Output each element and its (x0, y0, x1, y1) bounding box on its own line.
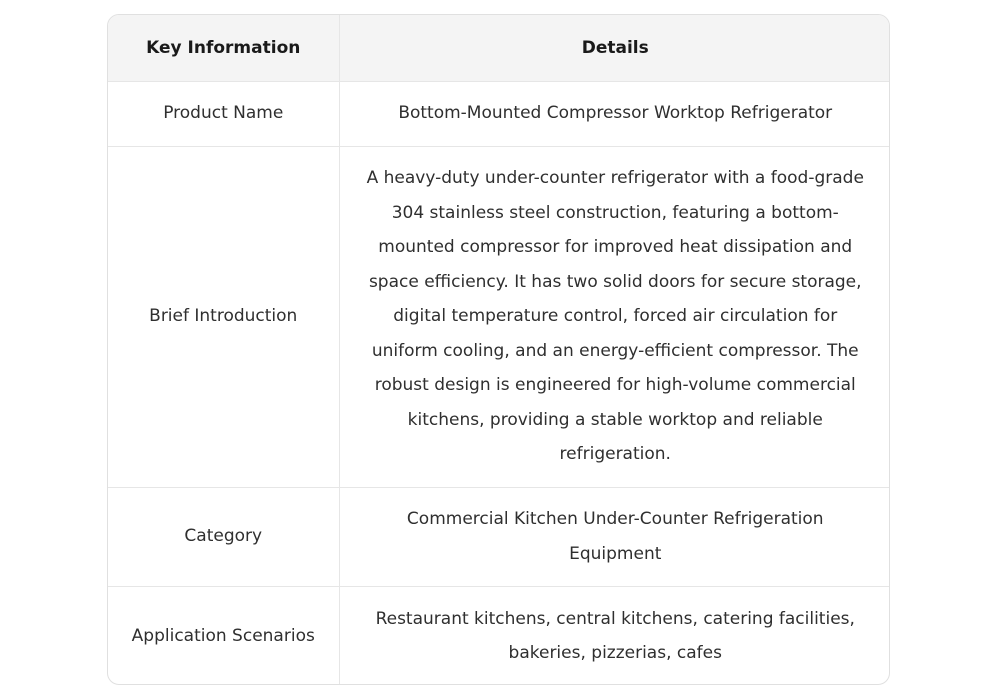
row-label-brief-introduction: Brief Introduction (108, 146, 339, 487)
table-row (108, 487, 890, 586)
row-value-application-scenarios: Restaurant kitchens, central kitchens, catering facilities, bakeries, pizzerias, cafes (339, 586, 890, 685)
table-row (108, 146, 890, 487)
header-row (108, 15, 890, 81)
row-label-application-scenarios: Application Scenarios (131, 626, 315, 646)
product-info-table (108, 15, 890, 685)
header-key-information: Key Information (108, 15, 339, 81)
row-value-product-name: Bottom-Mounted Compressor Worktop Refrigerator (339, 81, 890, 146)
header-details: Details (339, 15, 890, 81)
table-body (108, 81, 890, 685)
table-row (108, 81, 890, 146)
row-value-brief-introduction: A heavy-duty under-counter refrigerator with a food-grade 304 stainless steel construction, featuring a bottom-mounted compressor for improved heat dissipation and space efficiency. It has two solid doors for secure storage, digital temperature control, forced air circulation for uniform cooling, and an energy-efficient compressor. The robust design is engineered for high-volume commercial kitchens, providing a stable worktop and reliable refrigeration. (339, 146, 890, 487)
table-row (108, 586, 890, 685)
row-label-category: Category (108, 487, 339, 586)
info-table-card (107, 14, 890, 685)
table-header (108, 15, 890, 81)
row-label-product-name: Product Name (108, 81, 339, 146)
row-value-category: Commercial Kitchen Under-Counter Refrigeration Equipment (339, 487, 890, 586)
